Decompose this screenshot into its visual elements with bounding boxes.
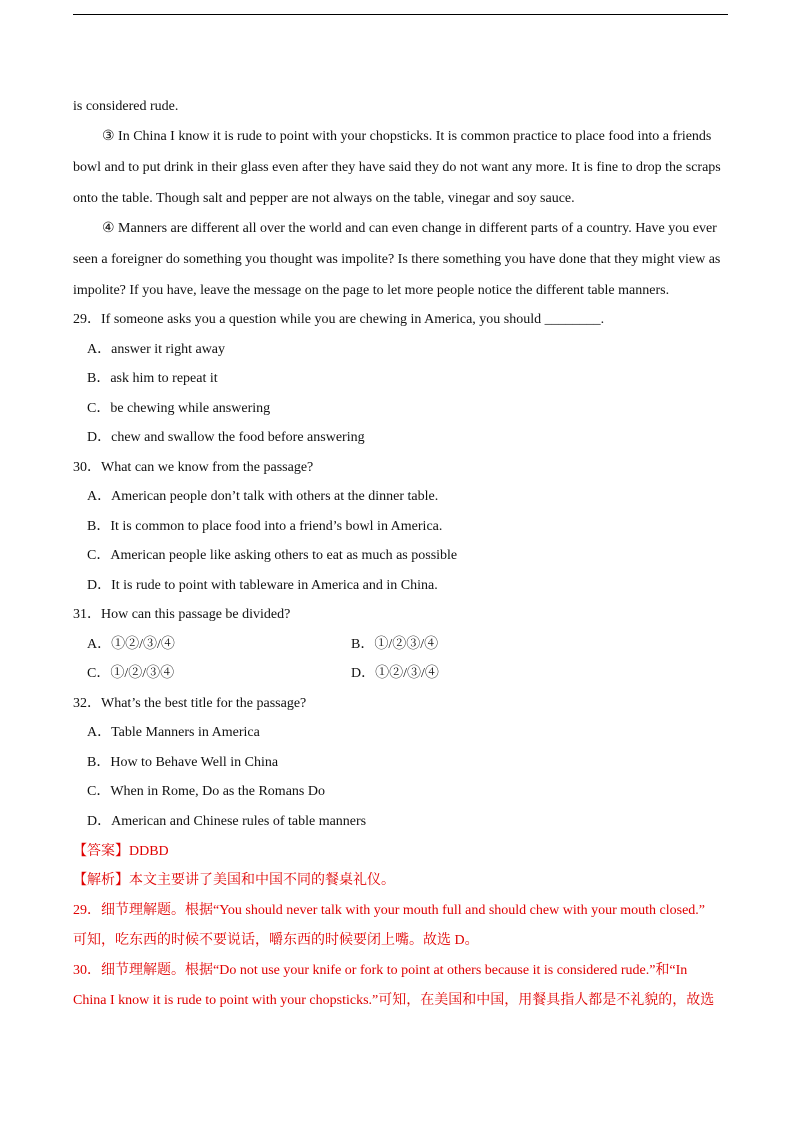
- question-option: D．①②/③/④: [351, 666, 439, 681]
- explanation-line: 30．细节理解题。根据“Do not use your knife or fork to point at others because it is considered rude.”和“In: [73, 963, 688, 978]
- question-option: C．American people like asking others to eat as much as possible: [87, 548, 458, 563]
- question-option: A．Table Manners in America: [87, 725, 260, 740]
- question-option: A．①②/③/④: [87, 637, 175, 652]
- explanation-line: 29．细节理解题。根据“You should never talk with your mouth full and should chew with your mouth closed.”: [73, 903, 706, 918]
- question-stem: 30．What can we know from the passage?: [73, 460, 314, 475]
- passage-line: ④ Manners are different all over the world and can even change in different parts of a country. Have you ever: [102, 221, 717, 236]
- question-stem: 31．How can this passage be divided?: [73, 607, 291, 622]
- question-option: B．It is common to place food into a friend’s bowl in America.: [87, 519, 443, 534]
- passage-line: is considered rude.: [73, 99, 179, 114]
- question-option: D．American and Chinese rules of table manners: [87, 814, 367, 829]
- passage-line: ③ In China I know it is rude to point with your chopsticks. It is common practice to place food into a friends: [102, 129, 712, 144]
- passage-line: bowl and to put drink in their glass even after they have said they do not want any more. It is fine to drop the scraps: [73, 160, 721, 175]
- passage-line: seen a foreigner do something you thought was impolite? Is there something you have done that they might view as: [73, 252, 721, 267]
- explanation-line: China I know it is rude to point with your chopsticks.”可知，在美国和中国，用餐具指人都是不礼貌的，故选: [73, 993, 715, 1008]
- header-rule: [73, 14, 728, 15]
- question-option: B．①/②③/④: [351, 637, 439, 652]
- passage-line: onto the table. Though salt and pepper are not always on the table, vinegar and soy sauce.: [73, 191, 575, 206]
- passage-line: impolite? If you have, leave the message on the page to let more people notice the different table manners.: [73, 283, 670, 298]
- question-stem: 29．If someone asks you a question while you are chewing in America, you should ________.: [73, 312, 605, 327]
- answer-line: 【答案】DDBD: [73, 844, 169, 859]
- question-option: D．It is rude to point with tableware in America and in China.: [87, 578, 438, 593]
- question-option: A．American people don’t talk with others at the dinner table.: [87, 489, 439, 504]
- question-option: C．be chewing while answering: [87, 401, 271, 416]
- question-stem: 32．What’s the best title for the passage?: [73, 696, 307, 711]
- question-option: C．When in Rome, Do as the Romans Do: [87, 784, 325, 799]
- question-option: C．①/②/③④: [87, 666, 175, 681]
- explanation-line: 可知，吃东西的时候不要说话，嚼东西的时候要闭上嘴。故选 D。: [73, 933, 479, 948]
- question-option: D．chew and swallow the food before answering: [87, 430, 365, 445]
- analysis-line: 【解析】本文主要讲了美国和中国不同的餐桌礼仪。: [73, 873, 395, 888]
- question-option: B．How to Behave Well in China: [87, 755, 279, 770]
- question-option: A．answer it right away: [87, 342, 226, 357]
- question-option: B．ask him to repeat it: [87, 371, 218, 386]
